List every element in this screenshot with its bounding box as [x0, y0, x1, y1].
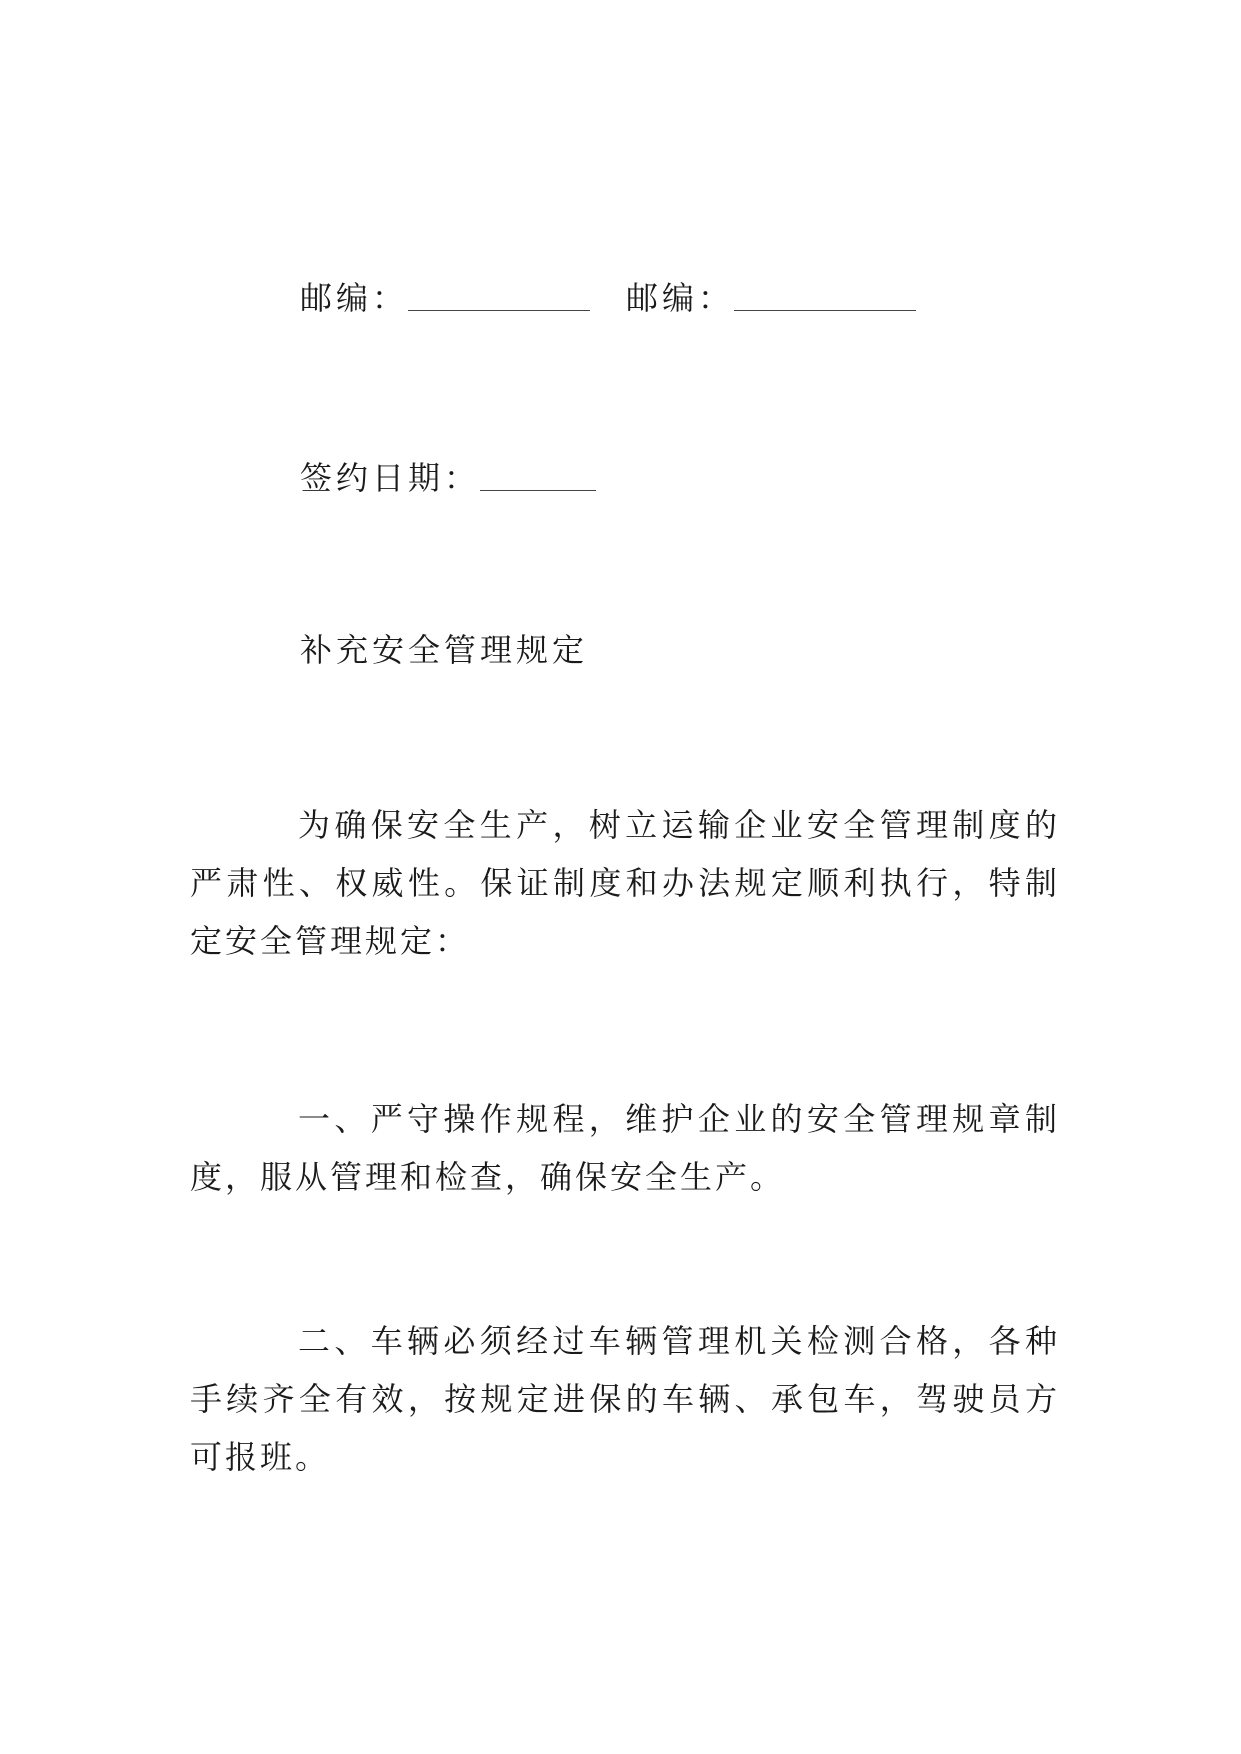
rule-paragraph-1: 一、严守操作规程，维护企业的安全管理规章制度，服从管理和检查，确保安全生产。 [190, 1100, 1060, 1196]
postcode-label-left: 邮编： [300, 279, 409, 317]
intro-paragraph: 为确保安全生产，树立运输企业安全管理制度的严肃性、权威性。保证制度和办法规定顺利执行，特制定安全管理规定： [190, 806, 1060, 960]
postcode-blank-right [734, 286, 916, 311]
sign-date-blank [480, 466, 596, 491]
section-title: 补充安全管理规定 [300, 631, 589, 669]
postcode-blank-left [408, 286, 590, 311]
postcode-row [300, 278, 916, 318]
sign-date-label: 签约日期： [300, 459, 481, 497]
postcode-label-right: 邮编： [626, 279, 735, 317]
rule-paragraph-2: 二、车辆必须经过车辆管理机关检测合格，各种手续齐全有效，按规定进保的车辆、承包车，驾驶员方可报班。 [190, 1322, 1060, 1476]
sign-date-row [300, 458, 596, 498]
